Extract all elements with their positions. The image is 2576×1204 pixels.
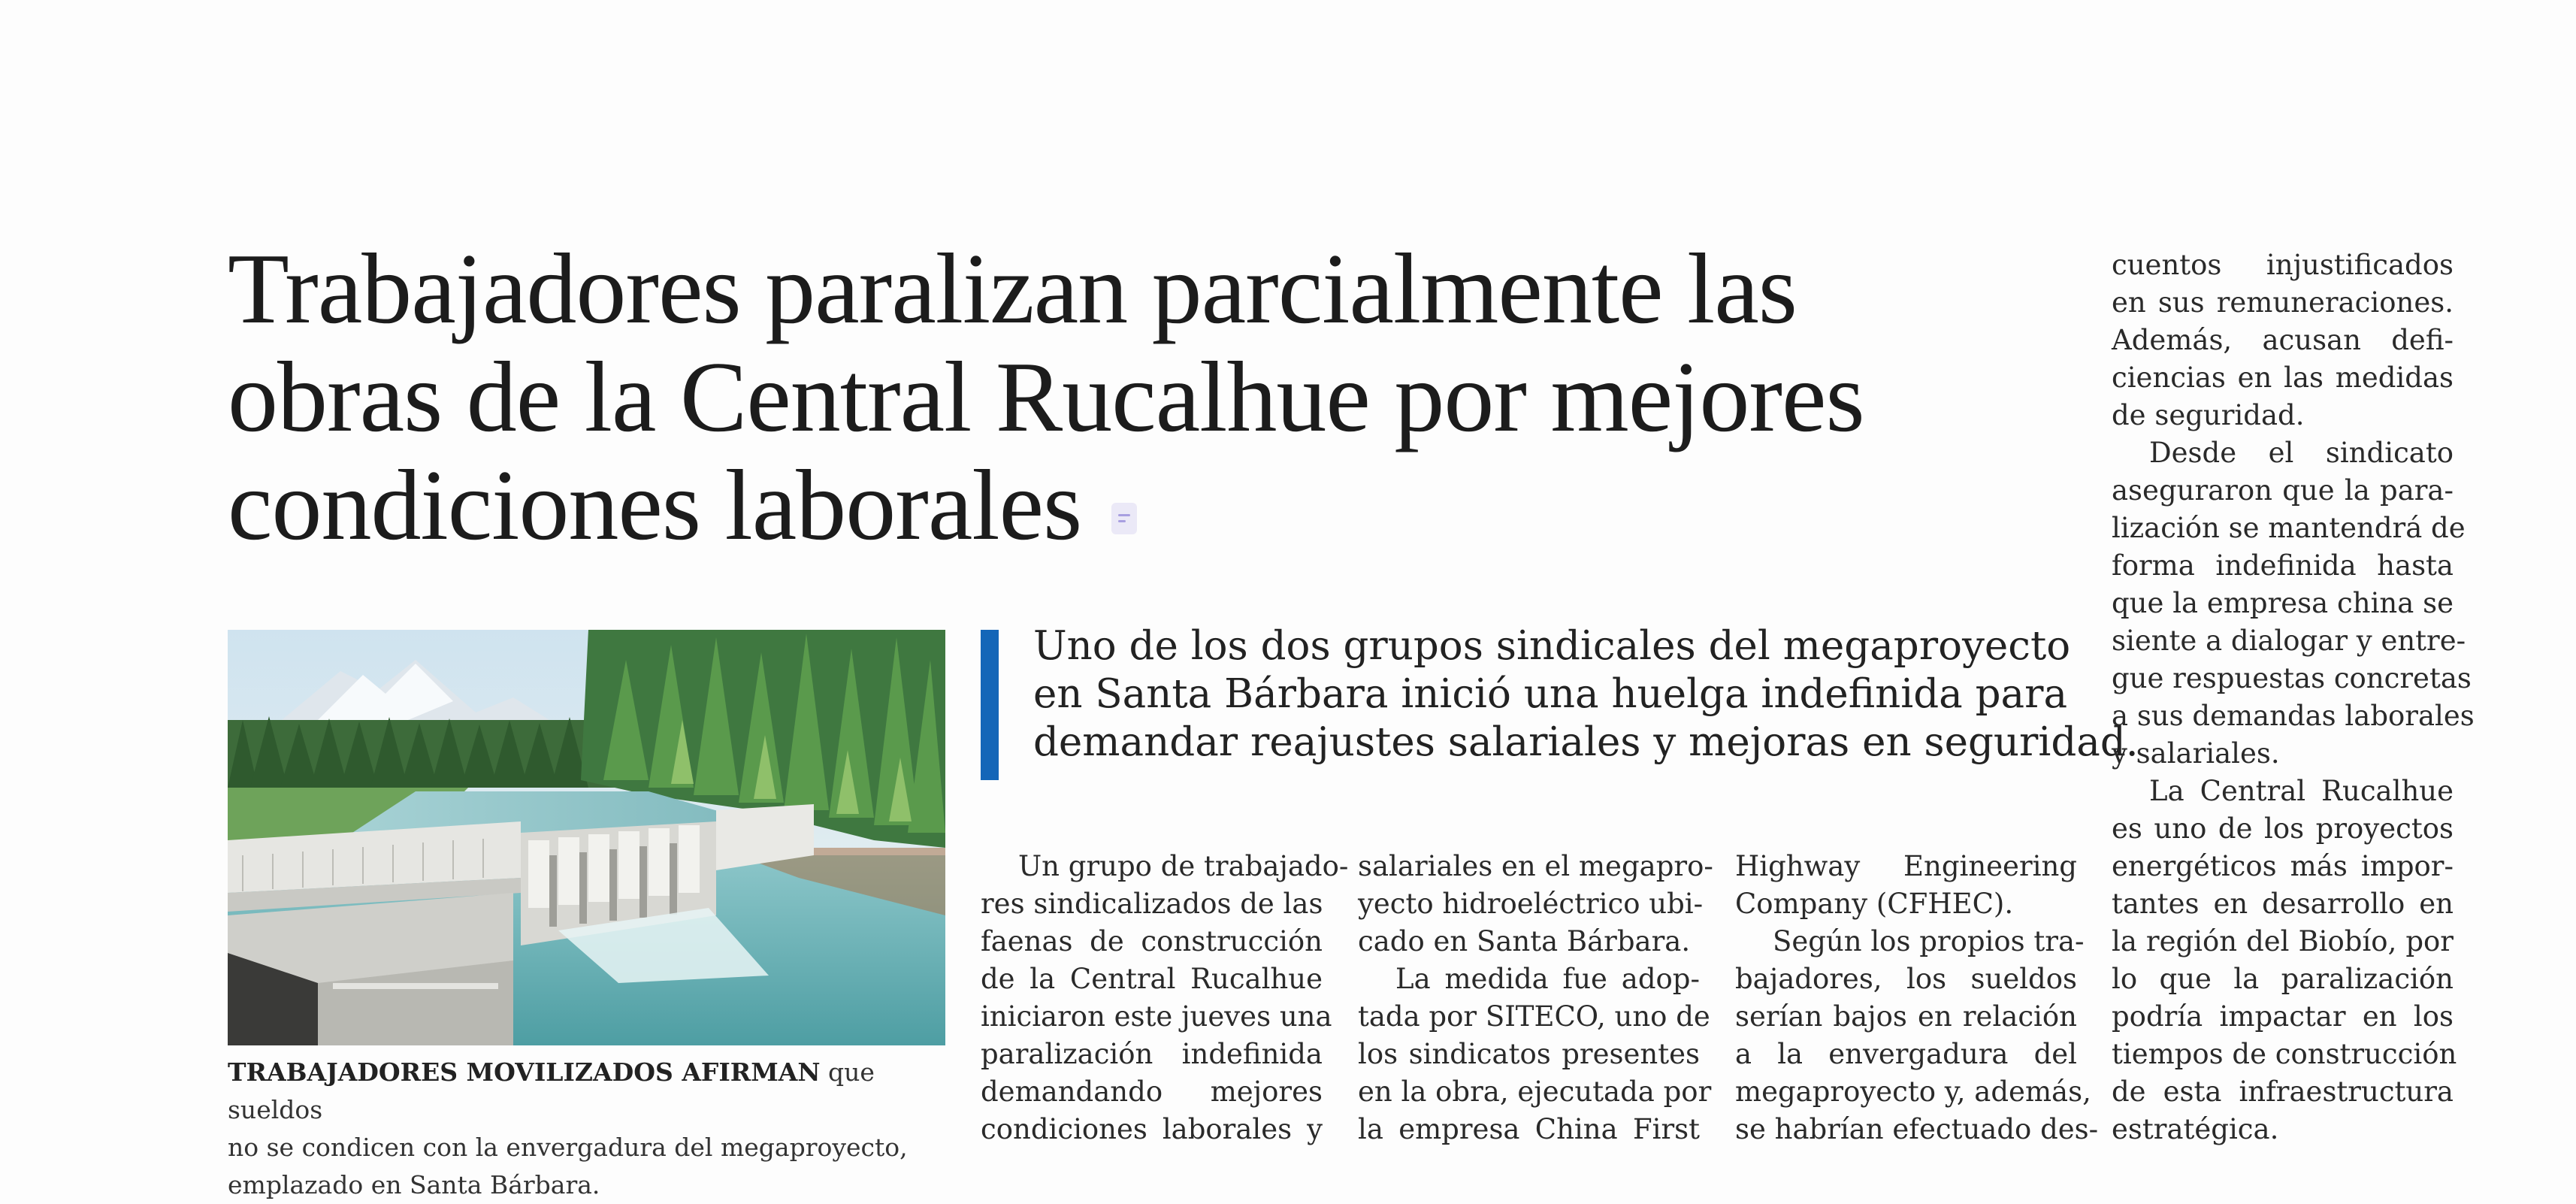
body-column-2 xyxy=(1358,848,1713,1148)
body-line: tantes en desarrollo en xyxy=(2112,888,2454,920)
body-line: cado en Santa Bárbara. xyxy=(1358,925,1691,957)
headline-line: Trabajadores paralizan parcialmente las xyxy=(228,233,1797,344)
body-line: tada por SITECO, uno de xyxy=(1358,1000,1710,1033)
body-line: yecto hidroeléctrico ubi- xyxy=(1358,888,1704,920)
body-line: salariales en el megapro- xyxy=(1358,850,1713,882)
body-line: la empresa China First xyxy=(1358,1113,1700,1145)
body-column-3 xyxy=(1735,848,2099,1148)
body-line: bajadores, los sueldos xyxy=(1735,963,2077,995)
photo-caption xyxy=(228,1054,949,1204)
comment-icon[interactable] xyxy=(1111,503,1137,534)
body-line: La medida fue adop- xyxy=(1395,963,1700,995)
body-line: en la obra, ejecutada por xyxy=(1358,1075,1712,1108)
dam-rendering-image xyxy=(228,630,945,1045)
headline-line xyxy=(228,451,2046,559)
deck-line: Uno de los dos grupos sindicales del megaproyecto xyxy=(1033,623,2071,669)
deck-summary xyxy=(1033,622,2139,767)
body-line: lo que la paralización xyxy=(2112,963,2454,995)
body-line: la región del Biobío, por xyxy=(2112,925,2454,957)
body-line: Además, acusan defi- xyxy=(2112,324,2454,356)
headline-line-text: condiciones laborales xyxy=(228,449,1082,561)
body-column-4 xyxy=(2112,247,2475,1148)
body-line: se habrían efectuado des- xyxy=(1735,1113,2099,1145)
body-line: es uno de los proyectos xyxy=(2112,812,2454,845)
body-line: cuentos injustificados xyxy=(2112,249,2454,281)
body-line: tiempos de construcción xyxy=(2112,1038,2457,1070)
body-line: aseguraron que la para- xyxy=(2112,474,2454,507)
body-line: que la empresa china se xyxy=(2112,587,2454,619)
body-line: Desde el sindicato xyxy=(2149,437,2454,469)
body-line: a sus demandas laborales xyxy=(2112,700,2475,732)
body-line: de la Central Rucalhue xyxy=(981,963,1323,995)
body-line: serían bajos en relación xyxy=(1735,1000,2077,1033)
deck-line: demandar reajustes salariales y mejoras en seguridad. xyxy=(1033,719,2139,765)
body-line: megaproyecto y, además, xyxy=(1735,1075,2091,1108)
body-line: La Central Rucalhue xyxy=(2149,775,2454,807)
deck-line: en Santa Bárbara inició una huelga indefinida para xyxy=(1033,671,2068,717)
body-line: iniciaron este jueves una xyxy=(981,1000,1332,1033)
body-line: res sindicalizados de las xyxy=(981,888,1323,920)
body-line: estratégica. xyxy=(2112,1113,2279,1145)
caption-lead: TRABAJADORES MOVILIZADOS AFIRMAN xyxy=(228,1057,821,1087)
body-line: Company (CFHEC). xyxy=(1735,888,2014,920)
body-line: ciencias en las medidas xyxy=(2112,362,2454,394)
body-line: a la envergadura del xyxy=(1735,1038,2077,1070)
headline xyxy=(228,234,2046,559)
article-photo xyxy=(228,630,945,1045)
caption-text: que sueldos xyxy=(228,1057,875,1124)
body-line: forma indefinida hasta xyxy=(2112,549,2454,582)
headline-line: obras de la Central Rucalhue por mejores xyxy=(228,341,1864,452)
body-line: energéticos más impor- xyxy=(2112,850,2454,882)
body-line: los sindicatos presentes xyxy=(1358,1038,1700,1070)
body-line: paralización indefinida xyxy=(981,1038,1323,1070)
body-line: y salariales. xyxy=(2112,737,2280,770)
caption-text: no se condicen con la envergadura del megaproyecto, xyxy=(228,1133,908,1162)
body-line: Un grupo de trabajado- xyxy=(1018,850,1349,882)
body-line: gue respuestas concretas xyxy=(2112,662,2472,694)
body-line: condiciones laborales y xyxy=(981,1113,1323,1145)
body-line: podría impactar en los xyxy=(2112,1000,2454,1033)
body-line: Según los propios tra- xyxy=(1773,925,2085,957)
body-line: en sus remuneraciones. xyxy=(2112,286,2454,319)
body-column-1 xyxy=(981,848,1349,1148)
body-line: de seguridad. xyxy=(2112,399,2305,431)
body-line: lización se mantendrá de xyxy=(2112,512,2466,544)
body-line: siente a dialogar y entre- xyxy=(2112,625,2466,657)
body-line: demandando mejores xyxy=(981,1075,1323,1108)
caption-text: emplazado en Santa Bárbara. xyxy=(228,1170,600,1199)
deck-accent-bar xyxy=(981,630,999,780)
body-line: faenas de construcción xyxy=(981,925,1323,957)
body-line: de esta infraestructura xyxy=(2112,1075,2454,1108)
body-line: Highway Engineering xyxy=(1735,850,2077,882)
